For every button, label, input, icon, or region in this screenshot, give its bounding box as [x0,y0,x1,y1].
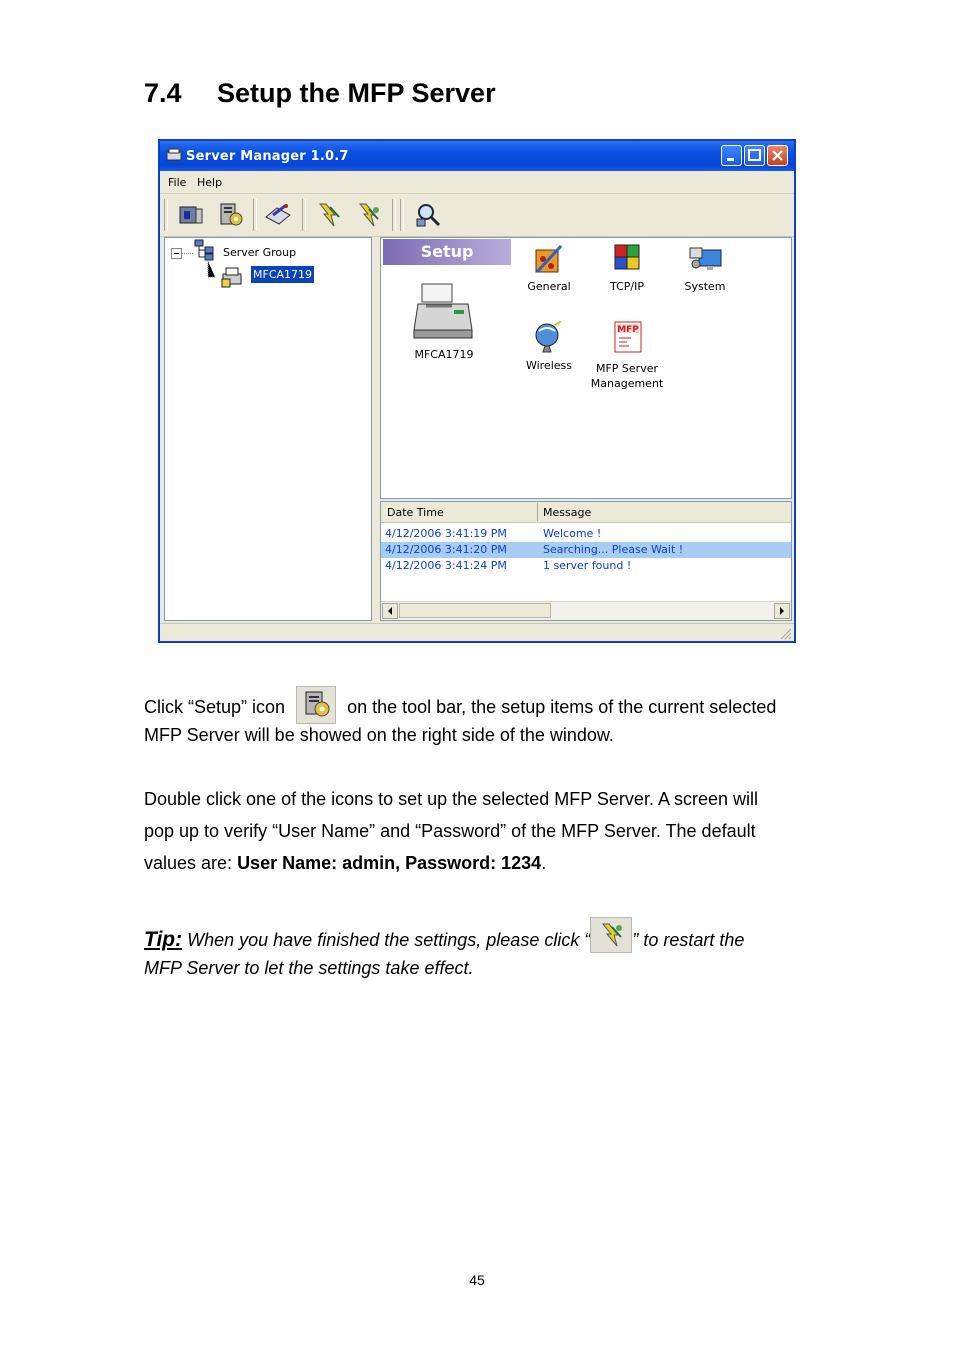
menu-bar [160,171,794,194]
settings-icon[interactable] [263,201,293,229]
restart-icon [591,918,631,952]
log-time: 4/12/2006 3:41:24 PM [385,559,507,572]
close-icon [768,146,787,165]
setup-banner: Setup [383,239,511,265]
scroll-right-icon[interactable] [774,603,790,619]
paragraph-text: Click “Setup” icon [144,697,286,717]
toolbar-separator [164,199,168,231]
setup-item-label: General [527,280,571,293]
tree-selected-server[interactable]: MFCA1719 [253,268,313,281]
toolbar [160,194,794,237]
search-icon[interactable] [414,201,444,229]
printer-server-icon [220,265,246,289]
setup-item-label-line2: Management [590,377,664,390]
tip-text: When you have finished the settings, please click “ [182,930,591,950]
log-message: Searching... Please Wait ! [543,543,684,556]
log-row[interactable] [381,558,791,574]
setup-item-tcpip[interactable] [582,242,672,293]
setup-item-wireless[interactable] [504,321,594,372]
tip-line-1 [144,917,744,956]
close-button[interactable] [767,145,788,166]
wireless-icon [531,321,567,353]
toolbar-separator [302,199,306,231]
svg-text:MFP: MFP [617,325,639,335]
log-header [381,502,791,523]
app-icon [166,148,182,162]
section-title: Setup the MFP Server [217,78,496,108]
mfp-server-item[interactable] [399,280,489,361]
paragraph-text: values are: [144,853,238,873]
log-message: 1 server found ! [543,559,632,572]
default-credentials: User Name: admin, Password: 1234 [237,853,542,873]
restart-icon[interactable] [314,201,344,229]
mfp-management-icon [609,321,645,353]
system-icon [687,242,723,274]
title-bar[interactable] [160,141,794,171]
log-time: 4/12/2006 3:41:19 PM [385,527,507,540]
resize-grip-icon[interactable] [780,628,792,640]
setup-item-label: TCP/IP [610,280,644,293]
setup-server-name: MFCA1719 [414,348,474,361]
column-header-date-time[interactable]: Date Time [387,506,444,519]
maximize-button[interactable] [744,145,765,166]
window-title: Server Manager 1.0.7 [186,149,349,164]
setup-icon [297,687,335,723]
server-tree-pane [164,237,372,621]
setup-item-label-line1: MFP Server [595,362,659,375]
paragraph-2-line-1: Double click one of the icons to set up the selected MFP Server. A screen will [144,789,758,809]
log-row-selected[interactable] [381,542,791,558]
log-row[interactable] [381,526,791,542]
tip-text: ” to restart the [632,930,745,950]
section-number: 7.4 [144,78,182,108]
setup-pane [380,237,792,499]
setup-item-label: System [684,280,726,293]
setup-item-label: Wireless [525,359,573,372]
tcpip-icon [609,242,645,274]
setup-item-system[interactable] [660,242,750,293]
tree-root-label[interactable]: Server Group [223,246,297,259]
setup-item-general[interactable] [504,242,594,293]
restart-all-icon[interactable] [354,201,384,229]
log-message: Welcome ! [543,527,602,540]
menu-file[interactable]: File [168,176,187,189]
paragraph-2-line-2: pop up to verify “User Name” and “Password” of the MFP Server. The default [144,821,756,841]
scroll-left-icon[interactable] [382,603,398,619]
server-icon[interactable] [176,201,206,229]
restart-inline-icon [590,917,632,953]
page-number: 45 [469,1272,485,1288]
scroll-thumb[interactable] [399,603,551,618]
server-manager-window [158,139,796,643]
menu-help[interactable]: Help [197,176,223,189]
tip-label: Tip: [144,928,183,951]
section-heading [144,78,496,109]
status-bar [160,623,794,642]
server-group-icon [193,239,217,261]
printer-icon [412,280,476,342]
column-header-message[interactable]: Message [543,506,592,519]
paragraph-text: . [541,853,547,873]
toolbar-separator [253,199,257,231]
log-pane [380,501,792,621]
tip-line-2: MFP Server to let the settings take effect. [144,958,474,978]
paragraph-2-line-3 [144,847,546,879]
paragraph-text: on the tool bar, the setup items of the current selected [347,697,777,717]
setup-item-mfp-management[interactable] [582,321,672,391]
general-icon [531,242,567,274]
log-time: 4/12/2006 3:41:20 PM [385,543,507,556]
horizontal-scrollbar[interactable] [381,601,791,620]
toolbar-separator [400,199,404,231]
minimize-button[interactable] [721,145,742,166]
setup-icon[interactable] [217,201,247,229]
paragraph-1-line-2: MFP Server will be showed on the right side of the window. [144,725,614,745]
toolbar-separator [392,199,396,231]
